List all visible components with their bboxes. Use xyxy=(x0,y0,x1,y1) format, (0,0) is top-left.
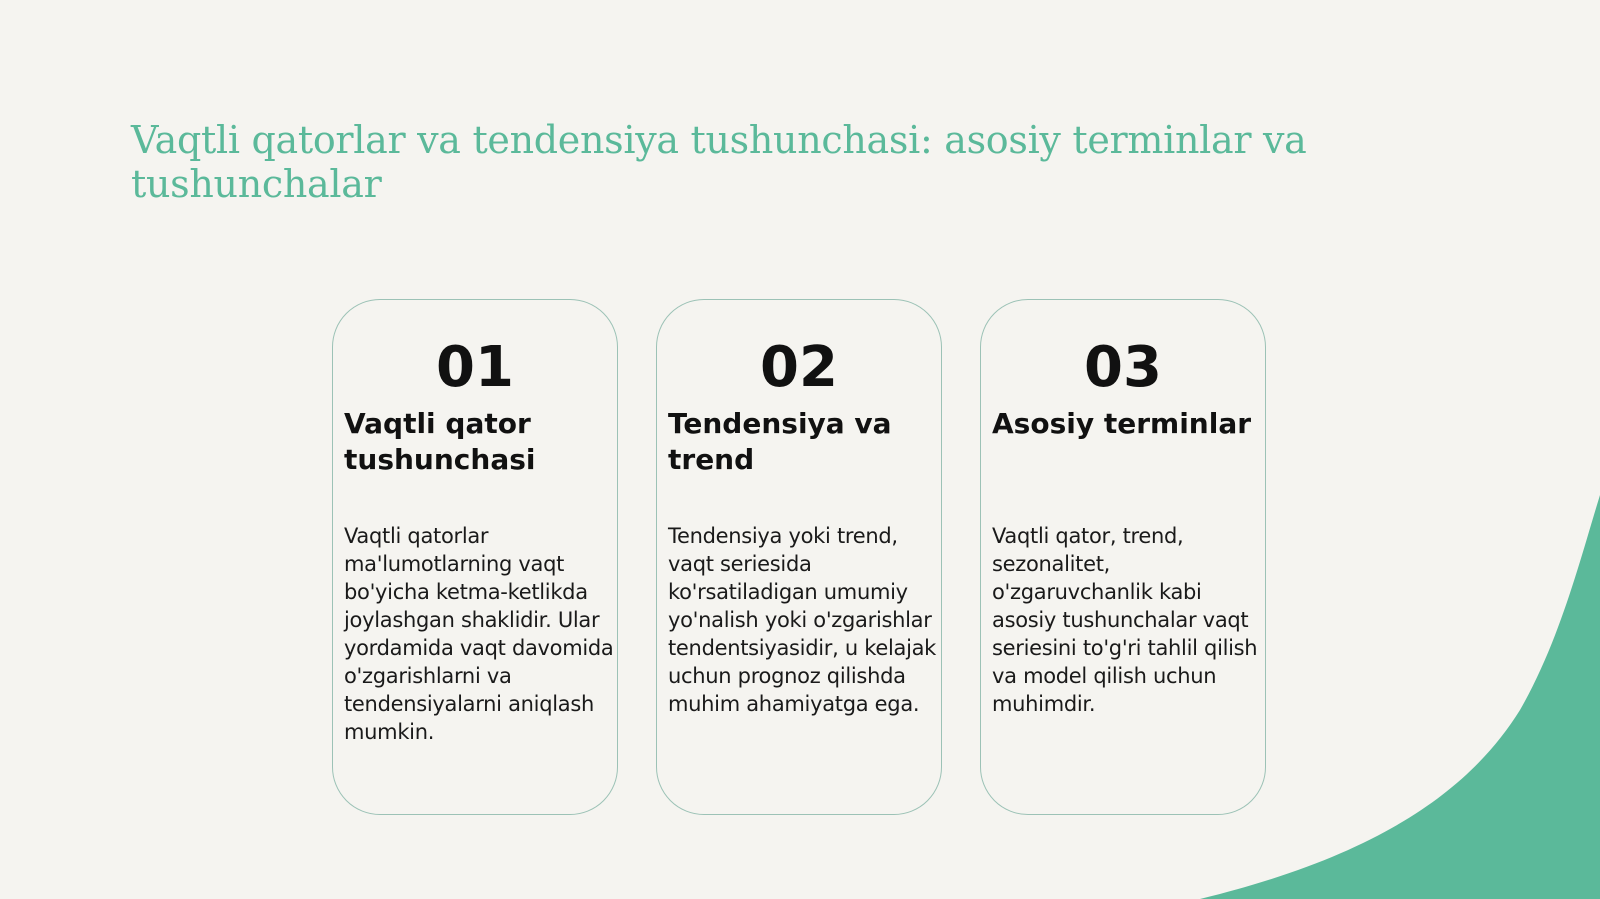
card-body: Vaqtli qator, trend, sezonalitet, o'zgaruvchanlik kabi asosiy tushunchalar vaqt seriesini to'g'ri tahlil qilish va model qilish uchun muhimdir. xyxy=(992,524,1258,716)
card-body: Vaqtli qatorlar ma'lumotlarning vaqt bo'yicha ketma-ketlikda joylashgan shaklidir. Ular yordamida vaqt davomida o'zgarishlarni va tendensiyalarni aniqlash mumkin. xyxy=(344,524,614,744)
card-body: Tendensiya yoki trend, vaqt seriesida ko'rsatiladigan umumiy yo'nalish yoki o'zgarishlar tendentsiyasidir, u kelajak uchun prognoz qilishda muhim ahamiyatga ega. xyxy=(668,524,937,716)
card-heading: Asosiy terminlar xyxy=(992,407,1252,440)
card-number: 03 xyxy=(1084,335,1162,400)
card-trend xyxy=(656,299,942,815)
card-key-terms xyxy=(980,299,1266,815)
slide-title: Vaqtli qatorlar va tendensiya tushunchasi: asosiy terminlar va tushunchalar xyxy=(131,118,1307,206)
card-heading: Tendensiya va trend xyxy=(668,407,892,476)
card-heading: Vaqtli qator tushunchasi xyxy=(344,407,536,476)
card-number: 01 xyxy=(436,335,514,400)
card-number: 02 xyxy=(760,335,838,400)
card-time-series xyxy=(332,299,618,815)
